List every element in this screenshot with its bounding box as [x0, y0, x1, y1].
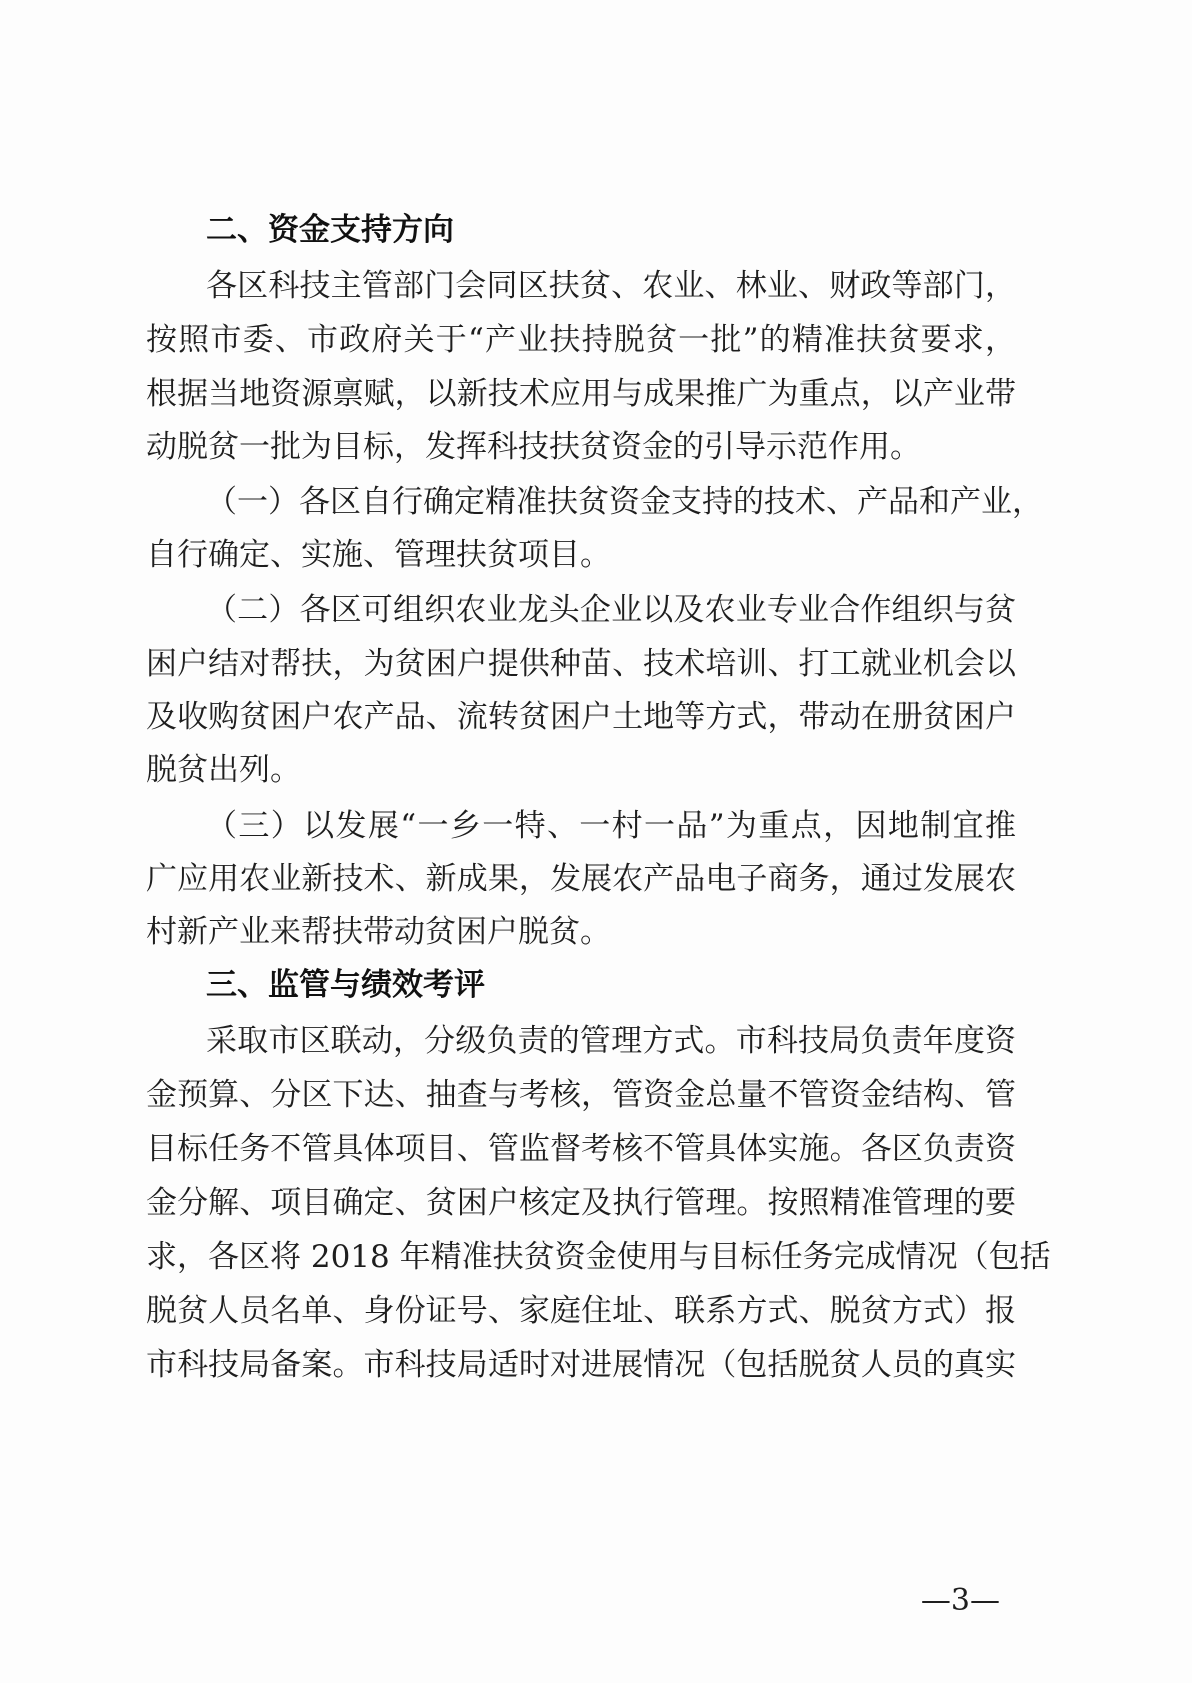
section-heading-funding-direction: 二、资金支持方向	[206, 212, 454, 248]
paragraph-line: 及收购贫困户农产品、流转贫困户土地等方式，带动在册贫困户	[146, 699, 1016, 735]
paragraph-line: 脱贫人员名单、身份证号、家庭住址、联系方式、脱贫方式）报	[146, 1293, 1016, 1329]
paragraph-line: 村新产业来帮扶带动贫困户脱贫。	[146, 914, 611, 950]
page-number: —3—	[920, 1583, 1000, 1618]
paragraph-line: 按照市委、市政府关于“产业扶持脱贫一批”的精准扶贫要求，	[146, 322, 1016, 358]
paragraph-line: 脱贫出列。	[146, 752, 301, 788]
paragraph-line: 市科技局备案。市科技局适时对进展情况（包括脱贫人员的真实	[146, 1347, 1016, 1383]
paragraph-line: 金预算、分区下达、抽查与考核，管资金总量不管资金结构、管	[146, 1077, 1016, 1113]
paragraph-line: 根据当地资源禀赋，以新技术应用与成果推广为重点，以产业带	[146, 376, 1016, 412]
paragraph-line: （一）各区自行确定精准扶贫资金支持的技术、产品和产业，	[206, 484, 1043, 520]
paragraph-line: 求，各区将 2018 年精准扶贫资金使用与目标任务完成情况（包括	[146, 1239, 1051, 1275]
paragraph-line: 采取市区联动，分级负责的管理方式。市科技局负责年度资	[206, 1023, 1016, 1059]
paragraph-line: 目标任务不管具体项目、管监督考核不管具体实施。各区负责资	[146, 1131, 1016, 1167]
paragraph-line: 金分解、项目确定、贫困户核定及执行管理。按照精准管理的要	[146, 1185, 1016, 1221]
paragraph-line: 自行确定、实施、管理扶贫项目。	[146, 537, 611, 573]
paragraph-line: （二）各区可组织农业龙头企业以及农业专业合作组织与贫	[206, 592, 1016, 628]
section-heading-supervision: 三、监管与绩效考评	[206, 967, 485, 1003]
paragraph-line: 各区科技主管部门会同区扶贫、农业、林业、财政等部门，	[206, 268, 1016, 304]
paragraph-line: 广应用农业新技术、新成果，发展农产品电子商务，通过发展农	[146, 861, 1016, 897]
paragraph-line: 困户结对帮扶，为贫困户提供种苗、技术培训、打工就业机会以	[146, 646, 1016, 682]
paragraph-line: 动脱贫一批为目标，发挥科技扶贫资金的引导示范作用。	[146, 429, 921, 465]
paragraph-line: （三）以发展“一乡一特、一村一品”为重点，因地制宜推	[206, 808, 1016, 844]
